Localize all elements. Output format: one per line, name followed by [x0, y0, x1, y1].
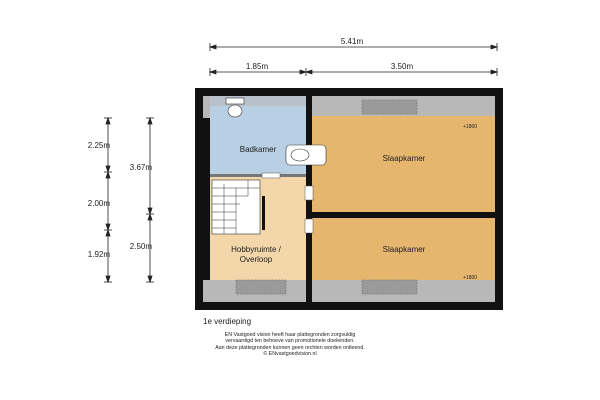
disclaimer-line: EN Vastgoed vision heeft haar plattegronden zorgvuldig — [224, 332, 356, 338]
skylight-top — [362, 100, 417, 114]
label-hobby-line1: Hobbyruimte / — [231, 245, 281, 254]
dimension-left-h-top-label: 2.25m — [87, 141, 110, 150]
dimension-left-h-bottom-label: 1.92m — [87, 250, 110, 259]
skylight-hobby — [236, 280, 286, 294]
disclaimer-line: vervaardigd ten behoeve van promotionele doeleinden. — [225, 338, 355, 345]
disclaimer-line: Aan deze plattegronden kunnen geen rechten worden ontleend. — [215, 344, 365, 351]
inner-wall-bedrooms — [312, 212, 495, 217]
dimension-right-h-bottom-label: 2.50m — [129, 242, 152, 251]
height-marker-bottom: +1800 — [463, 275, 478, 281]
dimension-right-heights — [146, 118, 154, 282]
stairs-icon — [212, 180, 260, 234]
door-bedroom-bottom — [305, 219, 313, 233]
label-badkamer: Badkamer — [239, 145, 277, 154]
door-bedroom-top — [305, 186, 313, 200]
dimension-left-width-label: 1.85m — [245, 62, 269, 71]
label-slaapkamer-top: Slaapkamer — [382, 154, 426, 163]
stair-railing — [262, 196, 265, 230]
dimension-right-h-top-label: 3.67m — [129, 163, 152, 172]
dimension-total-width-label: 5.41m — [340, 37, 364, 46]
disclaimer-line: © ENvastgoedvision.nl — [263, 351, 317, 358]
door-bathroom — [262, 173, 280, 178]
dimension-left-h-mid-label: 2.00m — [87, 199, 110, 208]
bathroom-slope — [210, 96, 306, 106]
disclaimer — [180, 332, 400, 358]
floor-label: 1e verdieping — [203, 317, 252, 326]
dimension-right-width-label: 3.50m — [390, 62, 414, 71]
label-hobby-line2: Overloop — [239, 255, 273, 264]
sink-icon — [286, 145, 326, 165]
label-slaapkamer-bottom: Slaapkamer — [382, 245, 426, 254]
skylight-bottom — [362, 280, 417, 294]
inner-wall-bathroom — [210, 174, 306, 177]
height-marker-top: +1800 — [463, 124, 478, 130]
